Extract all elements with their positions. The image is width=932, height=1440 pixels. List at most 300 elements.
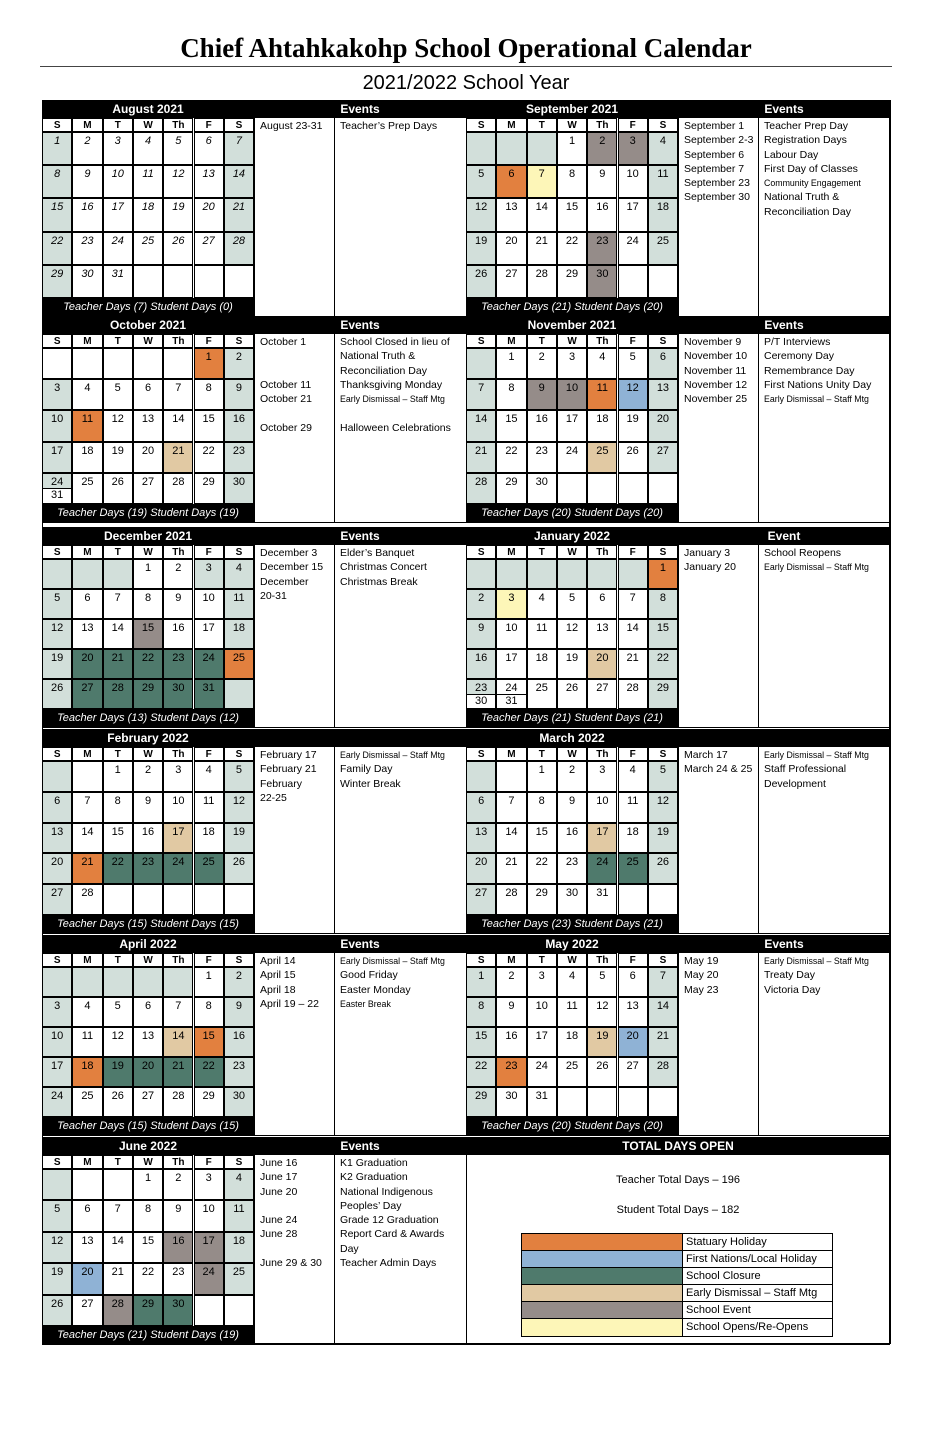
weekday-label: F [194,118,224,132]
day-cell: 30 [466,694,496,709]
event-name-line: National Indigenous [340,1185,433,1198]
weekday-label: S [466,334,496,348]
day-cell: 3 [194,559,224,589]
day-cell: 20 [133,442,163,473]
day-cell: 4 [618,761,648,792]
event-names [340,1156,460,1270]
event-name-line: Easter Break [340,998,391,1009]
day-cell: 28 [527,265,557,298]
day-cell: 16 [587,198,617,231]
day-cell [496,559,526,589]
day-cell: 6 [133,379,163,410]
day-cell: 19 [42,1263,72,1294]
day-cell: 1 [466,967,496,997]
day-cell: 2 [72,132,102,165]
day-cell: 5 [466,165,496,198]
weekday-label: W [557,118,587,132]
day-cell: 7 [496,792,526,823]
event-dates: March 17 March 24 & 25 [684,749,753,776]
weekday-label: F [194,334,224,348]
divider [678,953,679,1135]
day-cell: 20 [496,232,526,265]
weekday-label: S [224,334,254,348]
day-cell: 22 [557,232,587,265]
day-cell: 29 [496,473,526,504]
day-cell: 17 [194,619,224,649]
day-cell: 26 [557,679,587,709]
weekday-label: W [557,953,587,967]
day-cell: 7 [618,589,648,619]
weekday-label: S [42,747,72,761]
weekday-label: W [133,334,163,348]
day-cell: 7 [224,132,254,165]
day-cell [648,265,678,298]
day-cell: 8 [42,165,72,198]
month-name: August 2021 [112,102,184,116]
day-cell: 25 [224,649,254,679]
day-cell: 13 [587,619,617,649]
totals-header: TOTAL DAYS OPEN [466,1137,890,1155]
day-cell: 22 [42,232,72,265]
weekday-label: T [103,953,133,967]
event-name-line: National Truth & [764,191,840,204]
month-footer: Teacher Days (20) Student Days (20) [466,1117,678,1135]
events-header: Events [340,529,380,543]
day-cell: 18 [72,442,102,473]
day-cell: 25 [194,853,224,884]
day-cell [527,132,557,165]
day-cell: 5 [163,132,193,165]
day-cell: 4 [224,1169,254,1200]
day-cell: 21 [466,442,496,473]
weekday-label: W [133,953,163,967]
day-cell: 6 [72,589,102,619]
day-cell [72,1169,102,1200]
day-cell: 17 [42,1057,72,1087]
day-cell: 1 [194,967,224,997]
day-cell: 2 [587,132,617,165]
event-name-line: Peoples’ Day [340,1199,402,1212]
day-cell [163,884,193,915]
day-cell: 3 [587,761,617,792]
day-cell: 19 [466,232,496,265]
day-cell: 23 [224,1057,254,1087]
weekday-label: S [42,334,72,348]
day-cell: 1 [527,761,557,792]
month-header-3 [466,316,890,334]
divider [334,334,335,522]
day-cell: 13 [194,165,224,198]
day-cell: 21 [72,853,102,884]
day-cell: 23 [466,679,496,709]
event-name-line: Thanksgiving Monday [340,378,443,391]
day-cell: 20 [587,649,617,679]
weekday-label: Th [163,953,193,967]
event-names [340,748,460,791]
weekday-label: M [72,1155,102,1169]
event-name-line: Ceremony Day [764,350,835,363]
weekday-label: M [72,118,102,132]
weekday-label: Th [163,747,193,761]
day-cell: 16 [557,823,587,854]
weekday-label: F [194,953,224,967]
day-cell: 10 [194,589,224,619]
day-cell: 27 [42,884,72,915]
event-names [340,335,460,435]
day-cell: 8 [496,379,526,410]
event-name-line: Early Dismissal – Staff Mtg [340,394,445,405]
month-header-0 [42,100,466,118]
day-cell [557,559,587,589]
weekday-label: M [496,953,526,967]
day-cell: 20 [466,853,496,884]
day-cell: 28 [618,679,648,709]
day-cell: 1 [42,132,72,165]
day-cell: 2 [224,967,254,997]
day-cell: 5 [224,761,254,792]
event-name-line: Victoria Day [764,983,821,996]
day-cell: 5 [103,997,133,1027]
event-name-line: Reconciliation Day [340,364,427,377]
day-cell: 29 [133,679,163,709]
month-name: April 2022 [119,937,177,951]
day-cell [618,559,648,589]
weekday-label: F [194,545,224,559]
day-cell: 19 [618,410,648,441]
day-cell: 1 [133,1169,163,1200]
divider [758,545,759,727]
weekday-label: W [557,747,587,761]
student-total: Student Total Days – 182 [616,1204,740,1216]
day-cell: 14 [163,1027,193,1057]
month-name: November 2021 [527,318,617,332]
day-cell: 20 [72,1263,102,1294]
day-cell [466,761,496,792]
divider [758,953,759,1135]
day-cell: 5 [557,589,587,619]
day-cell: 23 [527,442,557,473]
month-footer: Teacher Days (21) Student Days (20) [466,298,678,316]
day-cell: 2 [133,761,163,792]
day-cell [618,265,648,298]
event-name-line: Early Dismissal – Staff Mtg [340,750,445,760]
weekday-label: M [496,747,526,761]
event-names [340,119,460,133]
day-cell: 6 [587,589,617,619]
day-cell: 28 [466,473,496,504]
event-names [340,954,460,1011]
day-cell: 11 [133,165,163,198]
day-cell: 18 [194,823,224,854]
legend-label: School Closure [686,1270,761,1282]
day-cell: 28 [496,884,526,915]
day-cell: 7 [648,967,678,997]
day-cell: 10 [496,619,526,649]
day-cell: 18 [648,198,678,231]
weekday-label: S [42,118,72,132]
weekday-label: F [194,747,224,761]
event-names [764,748,884,791]
day-cell: 2 [557,761,587,792]
day-cell: 29 [133,1295,163,1326]
day-cell: 25 [72,1087,102,1117]
divider [758,747,759,933]
legend-label: Early Dismissal – Staff Mtg [686,1287,818,1299]
weekday-label: T [527,953,557,967]
legend-label: Statuary Holiday [686,1236,767,1248]
day-cell: 27 [133,473,163,504]
weekday-label: M [72,334,102,348]
weekday-label: W [133,747,163,761]
day-cell [42,761,72,792]
day-cell: 17 [163,823,193,854]
day-cell: 3 [103,132,133,165]
day-cell: 10 [103,165,133,198]
day-cell: 2 [224,348,254,379]
events-header: Event [767,529,801,543]
weekday-label: W [557,545,587,559]
day-cell: 4 [648,132,678,165]
day-cell [103,348,133,379]
day-cell: 11 [224,589,254,619]
event-dates: October 1 October 11 October 21 October 29 [260,336,312,434]
weekday-label: M [496,118,526,132]
day-cell: 14 [103,619,133,649]
event-name-line: School Reopens [764,547,842,559]
divider [254,1155,255,1344]
day-cell: 6 [42,792,72,823]
weekday-label: W [133,545,163,559]
event-name-line: Grade 12 Graduation [340,1214,439,1227]
divider [890,100,891,1344]
day-cell: 25 [133,232,163,265]
day-cell: 30 [163,679,193,709]
day-cell: 21 [618,649,648,679]
weekday-label: S [466,953,496,967]
day-cell: 15 [466,1027,496,1057]
day-cell: 5 [103,379,133,410]
events-header: Events [764,937,804,951]
event-name-line: Early Dismissal – Staff Mtg [340,956,445,966]
legend-swatch [522,1302,683,1318]
day-cell: 14 [527,198,557,231]
day-cell: 16 [496,1027,526,1057]
day-cell: 6 [133,997,163,1027]
day-cell: 7 [466,379,496,410]
weekday-label: Th [587,747,617,761]
event-name-line: Teacher Admin Days [340,1257,437,1270]
month-name: February 2022 [107,731,189,745]
day-cell: 12 [42,1232,72,1263]
events-header: Events [764,102,804,116]
weekday-label: T [527,118,557,132]
day-cell: 4 [72,379,102,410]
day-cell: 24 [42,473,72,504]
event-name-line: National Truth & [340,350,416,363]
day-cell: 16 [72,198,102,231]
day-cell: 29 [194,473,224,504]
event-name-line: Day [340,1242,359,1255]
day-cell: 6 [496,165,526,198]
day-cell: 17 [103,198,133,231]
event-name-line: P/T Interviews [764,336,831,348]
day-cell: 5 [42,589,72,619]
day-cell: 24 [496,679,526,709]
day-cell: 19 [103,1057,133,1087]
page-subtitle: 2021/2022 School Year [362,72,570,94]
day-cell: 9 [163,589,193,619]
event-name-line: Reconciliation Day [764,205,851,218]
weekday-label: T [527,545,557,559]
day-cell: 21 [163,442,193,473]
day-cell: 30 [527,473,557,504]
day-cell [618,473,648,504]
day-cell: 7 [103,1200,133,1231]
day-cell: 11 [224,1200,254,1231]
divider [334,1155,335,1344]
weekday-label: Th [163,1155,193,1169]
day-cell: 31 [587,884,617,915]
event-name-line: Easter Monday [340,983,411,996]
day-cell: 18 [527,649,557,679]
month-header-9 [466,935,890,953]
day-cell: 16 [224,1027,254,1057]
day-cell: 20 [648,410,678,441]
event-name-line [340,406,460,420]
day-cell: 16 [163,619,193,649]
day-cell: 6 [466,792,496,823]
legend-swatch [522,1268,683,1284]
day-cell [587,1087,617,1117]
legend-label: First Nations/Local Holiday [686,1253,817,1265]
day-cell: 30 [72,265,102,298]
event-dates: August 23-31 [260,120,323,132]
weekday-label: Th [163,334,193,348]
day-cell: 23 [133,853,163,884]
month-header-10 [42,1137,466,1155]
day-cell [224,1295,254,1326]
day-cell: 8 [133,589,163,619]
event-name-line: Elder’s Banquet [340,547,415,559]
day-cell: 19 [224,823,254,854]
day-cell: 6 [194,132,224,165]
day-cell: 18 [133,198,163,231]
day-cell [224,679,254,709]
event-names [764,335,884,406]
day-cell: 22 [527,853,557,884]
day-cell: 26 [224,853,254,884]
day-cell: 19 [587,1027,617,1057]
divider [334,118,335,316]
day-cell [72,348,102,379]
day-cell: 14 [163,410,193,441]
weekday-label: Th [587,334,617,348]
day-cell: 24 [618,232,648,265]
weekday-label: F [618,545,648,559]
event-name-line: Halloween Celebrations [340,421,451,434]
day-cell: 14 [648,997,678,1027]
day-cell [527,559,557,589]
day-cell: 27 [466,884,496,915]
day-cell: 10 [527,997,557,1027]
day-cell: 13 [133,410,163,441]
legend-item [522,1234,832,1251]
day-cell [103,884,133,915]
event-name-line: K1 Graduation [340,1157,408,1169]
day-cell: 21 [224,198,254,231]
day-cell [133,348,163,379]
event-dates: November 9 November 10 November 11 November 12 November 25 [684,336,748,406]
month-header-4 [42,527,466,545]
day-cell: 23 [557,853,587,884]
day-cell [224,265,254,298]
day-cell: 23 [163,1263,193,1294]
day-cell: 5 [587,967,617,997]
day-cell: 24 [194,1263,224,1294]
legend-item [522,1268,832,1285]
day-cell: 29 [557,265,587,298]
event-name-line: Labour Day [764,148,819,161]
weekday-label: S [224,953,254,967]
teacher-total: Teacher Total Days – 196 [616,1174,740,1186]
day-cell: 18 [587,410,617,441]
day-cell: 26 [42,679,72,709]
day-cell: 5 [618,348,648,379]
event-name-line: Treaty Day [764,969,815,982]
divider [678,334,679,522]
day-cell: 1 [103,761,133,792]
day-cell: 23 [496,1057,526,1087]
weekday-label: W [133,1155,163,1169]
event-name-line: Staff Professional [764,763,847,776]
day-cell: 31 [103,265,133,298]
day-cell: 27 [587,679,617,709]
event-name-line: Remembrance Day [764,364,855,377]
day-cell: 3 [194,1169,224,1200]
day-cell: 1 [194,348,224,379]
title-rule [40,66,892,67]
day-cell: 20 [618,1027,648,1057]
day-cell: 31 [194,679,224,709]
day-cell: 19 [557,649,587,679]
legend-swatch [522,1285,683,1301]
day-cell: 25 [587,442,617,473]
event-names [340,546,460,589]
day-cell: 13 [466,823,496,854]
day-cell: 12 [466,198,496,231]
day-cell: 30 [163,1295,193,1326]
day-cell: 24 [194,649,224,679]
day-cell: 15 [557,198,587,231]
month-name: June 2022 [118,1139,178,1153]
legend-item [522,1319,832,1336]
page-title: Chief Ahtahkakohp School Operational Calendar [180,33,752,63]
day-cell: 27 [72,679,102,709]
weekday-label: Th [587,545,617,559]
day-cell: 9 [557,792,587,823]
day-cell: 27 [72,1295,102,1326]
day-cell: 3 [527,967,557,997]
weekday-label: T [527,334,557,348]
day-cell: 18 [224,619,254,649]
day-cell: 9 [466,619,496,649]
day-cell: 15 [194,1027,224,1057]
legend-item [522,1285,832,1302]
divider [42,1344,890,1345]
divider [334,953,335,1135]
event-name-line: First Day of Classes [764,162,858,175]
day-cell: 30 [557,884,587,915]
